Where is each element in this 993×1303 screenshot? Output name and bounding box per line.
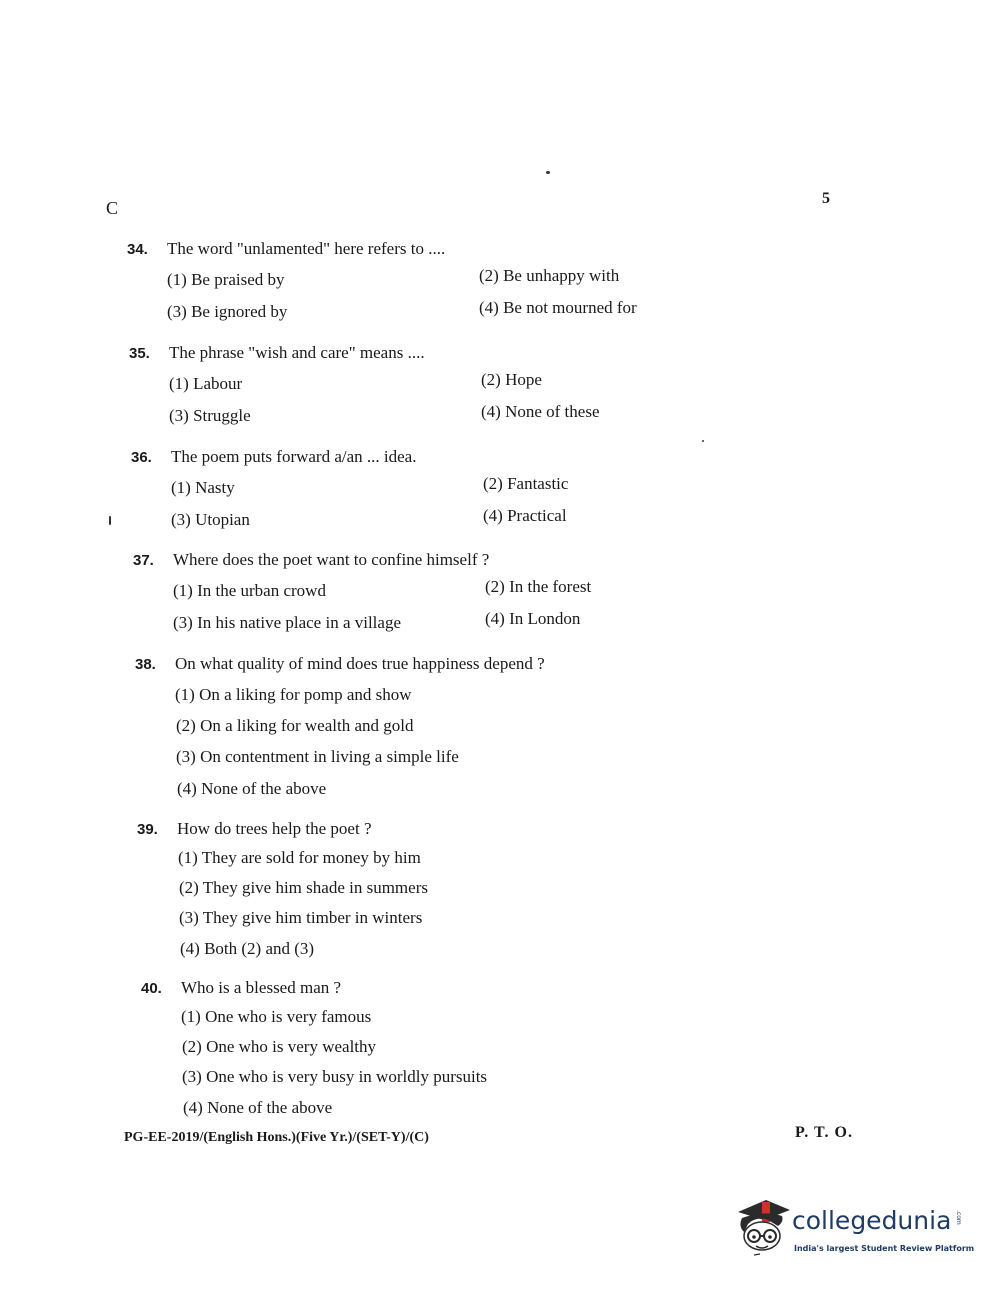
- option: (2) On a liking for wealth and gold: [176, 716, 414, 735]
- paper-code-footer: PG-EE-2019/(English Hons.)(Five Yr.)/(SET-Y)/(C): [124, 1130, 429, 1145]
- question-text: Where does the poet want to confine himself ?: [173, 550, 490, 569]
- question-number: 38.: [135, 656, 156, 673]
- brand-domain-suffix: .com: [955, 1210, 962, 1225]
- scan-speck: [109, 516, 111, 525]
- option: (2) In the forest: [485, 577, 592, 596]
- option: (3) In his native place in a village: [173, 613, 401, 632]
- scan-speck: [702, 440, 704, 442]
- question-text: The poem puts forward a/an ... idea.: [171, 447, 417, 466]
- option: (2) Hope: [481, 370, 542, 389]
- question-number: 34.: [127, 241, 148, 258]
- page-number: 5: [822, 190, 830, 207]
- option: (4) In London: [485, 609, 581, 628]
- option: (1) In the urban crowd: [173, 581, 326, 600]
- option: (1) Labour: [169, 374, 243, 393]
- option: (1) Nasty: [171, 478, 235, 497]
- option: (1) On a liking for pomp and show: [175, 685, 412, 704]
- question-number: 39.: [137, 821, 158, 838]
- question-number: 35.: [129, 345, 150, 362]
- option: (2) They give him shade in summers: [179, 878, 428, 897]
- collegedunia-logo: [734, 1196, 975, 1266]
- option: (3) Utopian: [171, 510, 250, 529]
- option: (3) One who is very busy in worldly pursuits: [182, 1067, 488, 1086]
- question-text: The phrase "wish and care" means ....: [169, 343, 425, 362]
- option: (1) They are sold for money by him: [178, 848, 421, 867]
- option: (4) Be not mourned for: [479, 298, 637, 317]
- brand-tagline: India's largest Student Review Platform: [794, 1244, 975, 1253]
- question-text: The word "unlamented" here refers to ....: [167, 239, 446, 258]
- option: (4) None of the above: [183, 1098, 333, 1117]
- option: (3) They give him timber in winters: [179, 908, 423, 927]
- option: (4) None of these: [481, 402, 600, 421]
- question-number: 36.: [131, 449, 152, 466]
- option: (3) Struggle: [169, 406, 251, 425]
- option: (1) One who is very famous: [181, 1007, 372, 1026]
- option: (2) One who is very wealthy: [182, 1037, 377, 1056]
- question-number: 40.: [141, 980, 162, 997]
- option: (4) None of the above: [177, 779, 327, 798]
- scan-speck: [546, 171, 550, 174]
- brand-wordmark: collegedunia: [792, 1206, 952, 1235]
- option: (3) Be ignored by: [167, 302, 288, 321]
- question-number: 37.: [133, 552, 154, 569]
- option: (2) Fantastic: [483, 474, 569, 493]
- mascot-icon: [734, 1196, 792, 1258]
- option: (4) Practical: [483, 506, 567, 525]
- option: (4) Both (2) and (3): [180, 939, 315, 958]
- option: (2) Be unhappy with: [479, 266, 620, 285]
- option: (3) On contentment in living a simple life: [176, 747, 459, 766]
- question-text: On what quality of mind does true happiness depend ?: [175, 654, 545, 673]
- set-letter: C: [106, 198, 119, 218]
- pto-label: P. T. O.: [795, 1124, 853, 1141]
- question-text: Who is a blessed man ?: [181, 978, 342, 997]
- option: (1) Be praised by: [167, 270, 285, 289]
- question-text: How do trees help the poet ?: [177, 819, 372, 838]
